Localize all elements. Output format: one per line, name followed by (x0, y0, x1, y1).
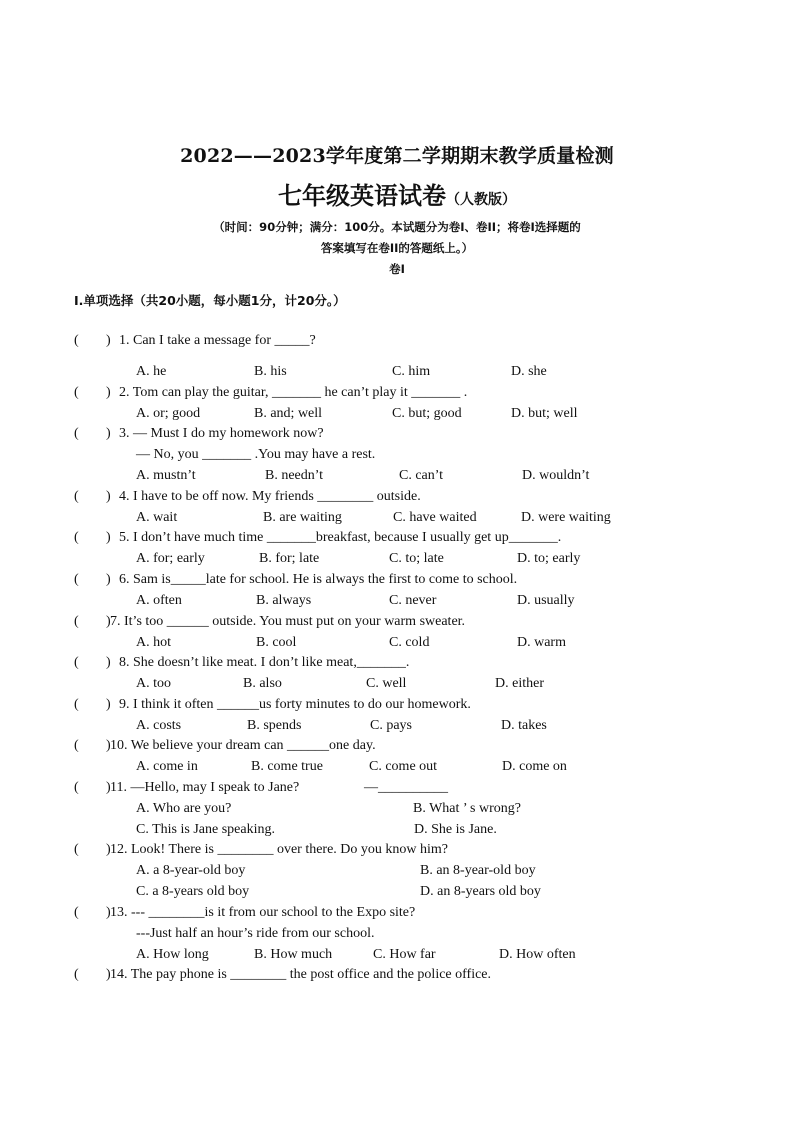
question-stem-row (0, 842, 794, 862)
question-stem-line-2: ---Just half an hour’s ride from our school. (136, 926, 375, 941)
question-stem: 8. She doesn’t like meat. I don’t like meat,_______. (119, 655, 410, 670)
question-stem: 14. The pay phone is ________ the post office and the police office. (110, 967, 492, 982)
option-b: B. cool (256, 635, 297, 650)
option-b: B. also (243, 676, 282, 691)
question-stem: 9. I think it often ______us forty minutes to do our homework. (119, 697, 471, 712)
option-d: D. warm (517, 635, 566, 650)
exam-note-line-2: 答案填写在卷II的答题纸上。） (320, 241, 474, 255)
options-row (0, 884, 794, 904)
answer-paren-close: ) (106, 572, 111, 587)
question-stem-row (0, 614, 794, 634)
option-c: C. This is Jane speaking. (136, 822, 275, 837)
options-row (0, 510, 794, 530)
answer-paren-close: ) (106, 385, 111, 400)
option-b: B. an 8-year-old boy (420, 863, 536, 878)
answer-paren-close: ) (106, 905, 111, 920)
subtitle-edition: （人教版） (446, 192, 516, 208)
option-a: A. hot (136, 635, 171, 650)
answer-paren-close: ) (106, 780, 111, 795)
option-b: B. his (254, 364, 287, 379)
option-a: A. a 8-year-old boy (136, 863, 246, 878)
question-stem-continued (0, 447, 794, 467)
answer-paren-close: ) (106, 738, 111, 753)
option-c: C. never (389, 593, 437, 608)
question-stem-row (0, 967, 794, 987)
question-stem: 3. — Must I do my homework now? (119, 426, 324, 441)
question-stem: 10. We believe your dream can ______one day. (110, 738, 376, 753)
option-a: A. often (136, 593, 182, 608)
exam-title: 2022——2023学年度第二学期期末教学质量检测 (180, 145, 614, 167)
section-title: I.单项选择（共20小题，每小题1分，计20分。） (74, 293, 346, 308)
answer-paren-open: ( (74, 530, 79, 545)
answer-paren-close: ) (106, 842, 111, 857)
option-d: D. to; early (517, 551, 581, 566)
options-row (0, 947, 794, 967)
option-d: D. How often (499, 947, 576, 962)
option-c: C. have waited (393, 510, 477, 525)
question-stem-row (0, 385, 794, 405)
options-row (0, 468, 794, 488)
option-b: B. How much (254, 947, 333, 962)
question-stem-row (0, 333, 794, 353)
answer-paren-open: ( (74, 967, 79, 982)
options-row (0, 759, 794, 779)
question-stem: 5. I don’t have much time _______breakfast, because I usually get up_______. (119, 530, 562, 545)
question-stem-row (0, 655, 794, 675)
answer-paren-close: ) (106, 333, 111, 348)
option-a: A. Who are you? (136, 801, 232, 816)
options-row (0, 593, 794, 613)
answer-paren-open: ( (74, 655, 79, 670)
option-c: C. can’t (399, 468, 444, 483)
option-a: A. he (136, 364, 167, 379)
option-d: D. wouldn’t (522, 468, 590, 483)
option-c: C. a 8-years old boy (136, 884, 250, 899)
option-c: C. pays (370, 718, 412, 733)
option-c: C. cold (389, 635, 430, 650)
question-stem-line-2: — No, you _______ .You may have a rest. (136, 447, 376, 462)
part-label: 卷I (389, 262, 405, 276)
option-d: D. She is Jane. (414, 822, 497, 837)
options-row (0, 822, 794, 842)
option-c: C. to; late (389, 551, 444, 566)
option-d: D. come on (502, 759, 567, 774)
option-d: D. she (511, 364, 547, 379)
options-row (0, 364, 794, 384)
option-d: D. an 8-years old boy (420, 884, 541, 899)
options-row (0, 801, 794, 821)
option-d: D. usually (517, 593, 575, 608)
option-b: B. always (256, 593, 312, 608)
question-stem: 13. --- ________is it from our school to the Expo site? (110, 905, 416, 920)
question-stem-row (0, 530, 794, 550)
question-stem-continued (0, 926, 794, 946)
option-a: A. for; early (136, 551, 205, 566)
question-stem-row (0, 697, 794, 717)
options-row (0, 676, 794, 696)
answer-paren-open: ( (74, 333, 79, 348)
answer-paren-open: ( (74, 697, 79, 712)
option-b: B. needn’t (265, 468, 324, 483)
option-a: A. wait (136, 510, 178, 525)
question-stem-row (0, 572, 794, 592)
answer-paren-open: ( (74, 780, 79, 795)
option-a: A. come in (136, 759, 198, 774)
answer-paren-open: ( (74, 842, 79, 857)
answer-paren-close: ) (106, 530, 111, 545)
question-stem: 11. —Hello, may I speak to Jane? (110, 780, 300, 795)
question-stem: 6. Sam is_____late for school. He is always the first to come to school. (119, 572, 518, 587)
question-stem-row (0, 905, 794, 925)
question-stem: 4. I have to be off now. My friends ________ outside. (119, 489, 421, 504)
exam-note-line-1: （时间：90分钟；满分：100分。本试题分为卷I、卷II；将卷I选择题的 (213, 220, 581, 234)
option-b: B. and; well (254, 406, 323, 421)
question-stem: 12. Look! There is ________ over there. Do you know him? (110, 842, 449, 857)
answer-paren-close: ) (106, 489, 111, 504)
options-row (0, 718, 794, 738)
option-a: A. mustn’t (136, 468, 196, 483)
option-a: A. or; good (136, 406, 201, 421)
question-stem-row (0, 738, 794, 758)
option-a: A. costs (136, 718, 182, 733)
question-stem: 2. Tom can play the guitar, _______ he can’t play it _______ . (119, 385, 468, 400)
answer-paren-open: ( (74, 572, 79, 587)
question-stem: 7. It’s too ______ outside. You must put on your warm sweater. (110, 614, 466, 629)
option-b: B. What ’ s wrong? (413, 801, 521, 816)
option-b: B. are waiting (263, 510, 342, 525)
answer-paren-close: ) (106, 967, 111, 982)
question-stem-tail: —__________ (364, 780, 448, 795)
answer-paren-open: ( (74, 614, 79, 629)
option-d: D. were waiting (521, 510, 611, 525)
options-row (0, 635, 794, 655)
option-b: B. spends (247, 718, 302, 733)
option-d: D. but; well (511, 406, 578, 421)
options-row (0, 551, 794, 571)
subtitle-main: 七年级英语试卷 (278, 181, 446, 210)
options-row (0, 863, 794, 883)
answer-paren-open: ( (74, 905, 79, 920)
answer-paren-open: ( (74, 385, 79, 400)
answer-paren-close: ) (106, 655, 111, 670)
option-a: A. too (136, 676, 171, 691)
option-d: D. takes (501, 718, 547, 733)
paper-subtitle (0, 176, 794, 211)
question-stem: 1. Can I take a message for _____? (119, 333, 316, 348)
answer-paren-close: ) (106, 697, 111, 712)
answer-paren-close: ) (106, 614, 111, 629)
option-c: C. come out (369, 759, 438, 774)
option-b: B. come true (251, 759, 323, 774)
answer-paren-close: ) (106, 426, 111, 441)
question-stem-row (0, 780, 794, 800)
question-stem-row (0, 426, 794, 446)
option-c: C. him (392, 364, 431, 379)
answer-paren-open: ( (74, 426, 79, 441)
answer-paren-open: ( (74, 489, 79, 504)
question-stem-row (0, 489, 794, 509)
option-a: A. How long (136, 947, 209, 962)
option-c: C. but; good (392, 406, 462, 421)
option-c: C. well (366, 676, 407, 691)
options-row (0, 406, 794, 426)
option-b: B. for; late (259, 551, 320, 566)
answer-paren-open: ( (74, 738, 79, 753)
option-c: C. How far (373, 947, 436, 962)
option-d: D. either (495, 676, 544, 691)
